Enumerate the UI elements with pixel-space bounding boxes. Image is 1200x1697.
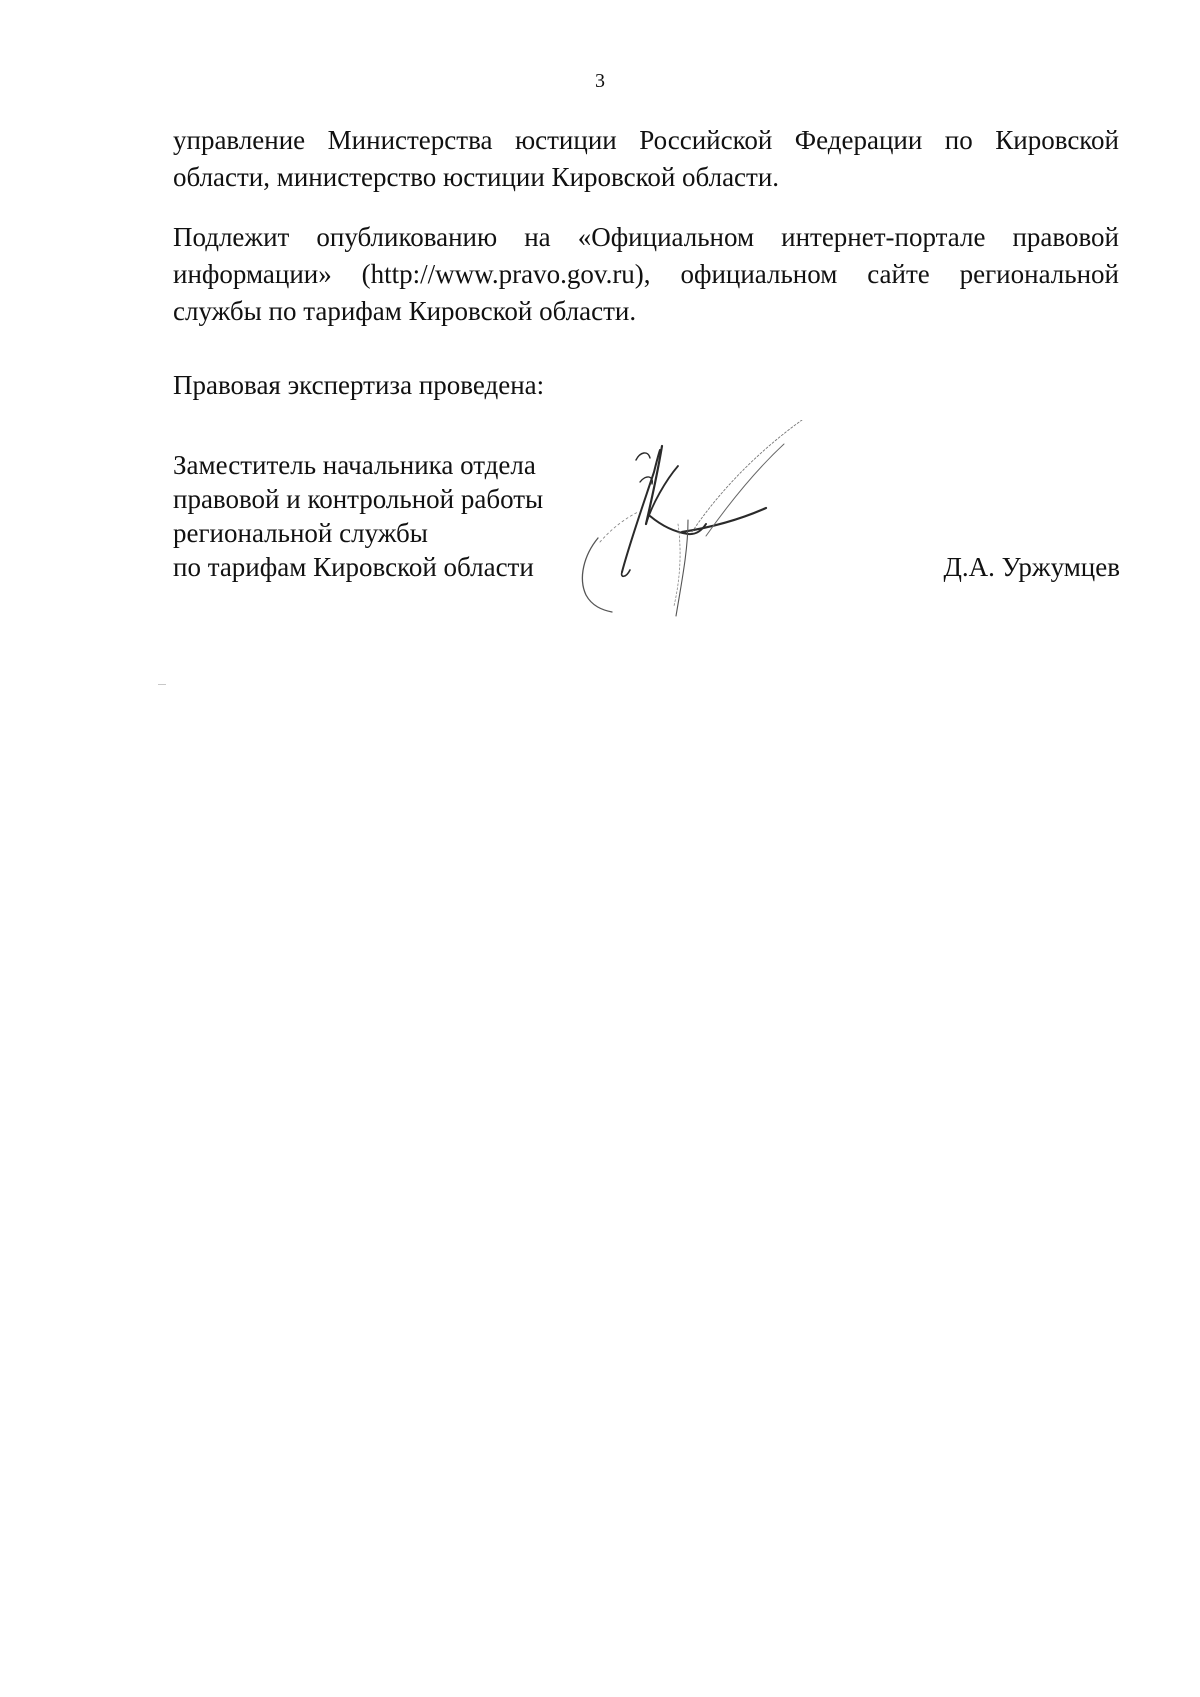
paragraph-publication [173,219,1119,330]
paragraph-line: службы по тарифам Кировской области. [173,296,637,326]
paragraph-line: информации» (http://www.pravo.gov.ru), официальном сайте региональной [173,259,1119,289]
handwritten-signature-icon [570,420,900,630]
signer-position-line: региональной службы [173,518,428,548]
paragraph-line: управление Министерства юстиции Российской Федерации по Кировской [173,125,1119,155]
paragraph-line: области, министерство юстиции Кировской области. [173,162,780,192]
page-number: 3 [595,70,605,92]
signer-position-line: Заместитель начальника отдела [173,450,536,480]
signer-position-line: правовой и контрольной работы [173,484,544,514]
paragraph-line: Подлежит опубликованию на «Официальном интернет-портале правовой [173,222,1119,252]
legal-expertise-note: Правовая экспертиза проведена: [173,370,545,400]
scan-mark [158,684,166,685]
signer-position-line: по тарифам Кировской области [173,552,534,582]
signer-position [173,448,543,584]
paragraph-justice-bodies [173,122,1119,196]
signer-name: Д.А. Уржумцев [943,552,1120,582]
